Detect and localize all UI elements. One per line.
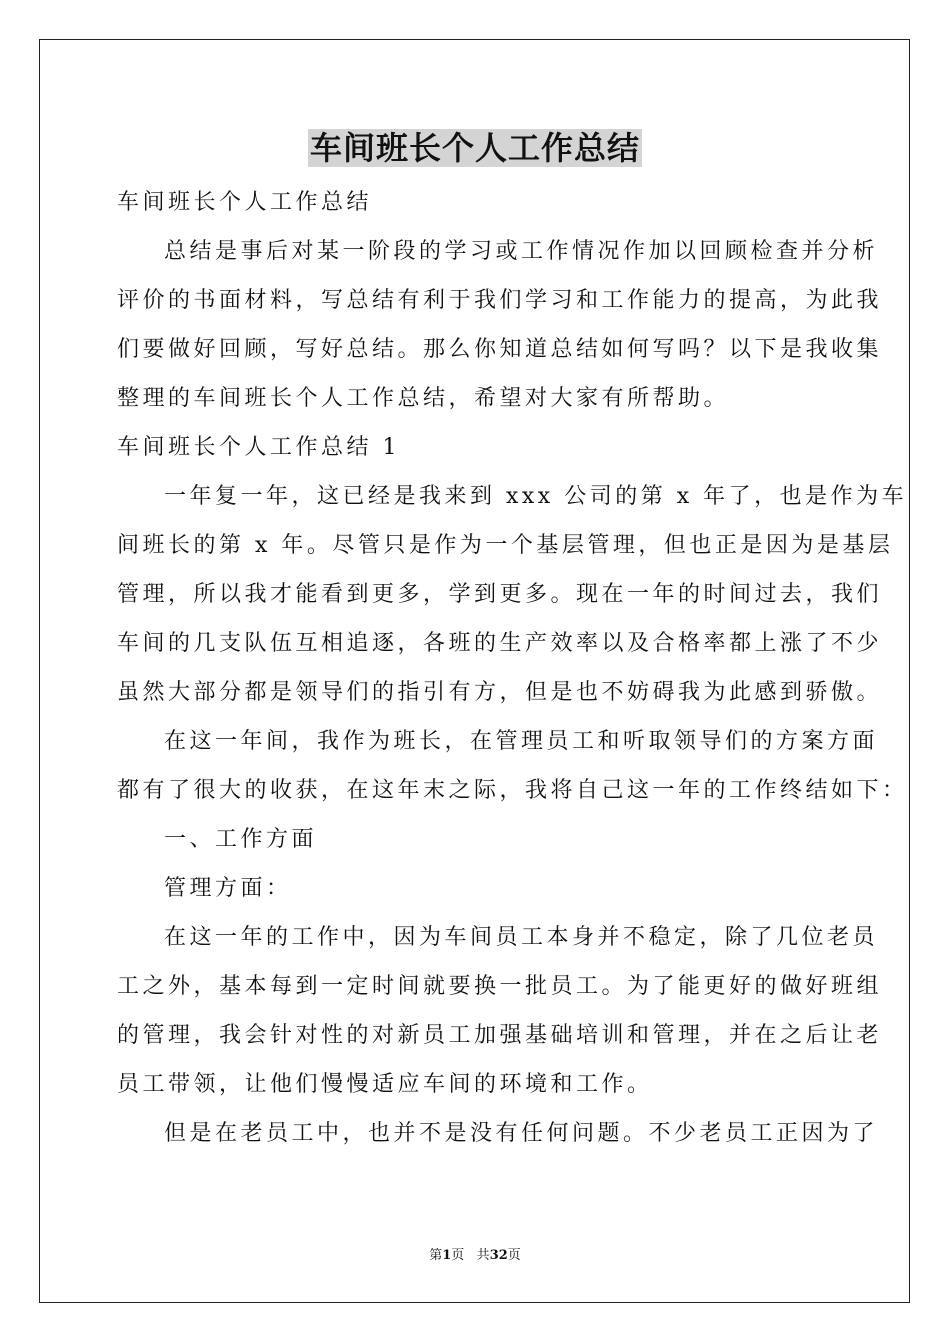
body-line: 都有了很大的收获，在这年末之际，我将自己这一年的工作终结如下： [117, 778, 908, 803]
body-line: 工之外，基本每到一定时间就要换一批员工。为了能更好的做好班组 [117, 974, 883, 999]
footer-total-pages: 32 [489, 1248, 508, 1263]
body-line: 整理的车间班长个人工作总结，希望对大家有所帮助。 [117, 386, 730, 411]
body-line: 车间班长个人工作总结 1 [117, 435, 400, 460]
body-line: 总结是事后对某一阶段的学习或工作情况作加以回顾检查并分析 [164, 239, 879, 264]
footer-prefix: 第 [429, 1248, 443, 1263]
body-line: 车间的几支队伍互相追逐，各班的生产效率以及合格率都上涨了不少 [117, 631, 883, 656]
body-line: 虽然大部分都是领导们的指引有方，但是也不妨碍我为此感到骄傲。 [117, 680, 883, 705]
document-title-text: 车间班长个人工作总结 [309, 129, 640, 167]
body-line: 管理，所以我才能看到更多，学到更多。现在一年的时间过去，我们 [117, 582, 883, 607]
footer-page-word: 页 [451, 1248, 465, 1263]
body-line: 在这一年的工作中，因为车间员工本身并不稳定，除了几位老员 [164, 925, 879, 950]
page-footer [0, 1246, 950, 1266]
body-line: 一、工作方面 [164, 827, 318, 852]
body-line: 在这一年间，我作为班长，在管理员工和听取领导们的方案方面 [164, 729, 879, 754]
body-line: 一年复一年，这已经是我来到 xxx 公司的第 x 年了，也是作为车 [164, 484, 908, 509]
document-body [117, 178, 908, 1158]
body-line: 评价的书面材料，写总结有利于我们学习和工作能力的提高，为此我 [117, 288, 883, 313]
document-title [0, 124, 950, 172]
footer-current-page: 1 [442, 1248, 452, 1263]
body-line: 间班长的第 x 年。尽管只是作为一个基层管理，但也正是因为是基层 [117, 533, 894, 558]
body-line: 的管理，我会针对性的对新员工加强基础培训和管理，并在之后让老 [117, 1023, 883, 1048]
footer-total-prefix: 共 [476, 1248, 490, 1263]
body-line: 但是在老员工中，也并不是没有任何问题。不少老员工正因为了 [164, 1121, 879, 1146]
body-line: 车间班长个人工作总结 [117, 190, 373, 215]
body-line: 员工带领，让他们慢慢适应车间的环境和工作。 [117, 1072, 653, 1097]
body-line: 管理方面： [164, 876, 292, 901]
footer-total-suffix: 页 [507, 1248, 521, 1263]
body-line: 们要做好回顾，写好总结。那么你知道总结如何写吗？以下是我收集 [117, 337, 883, 362]
